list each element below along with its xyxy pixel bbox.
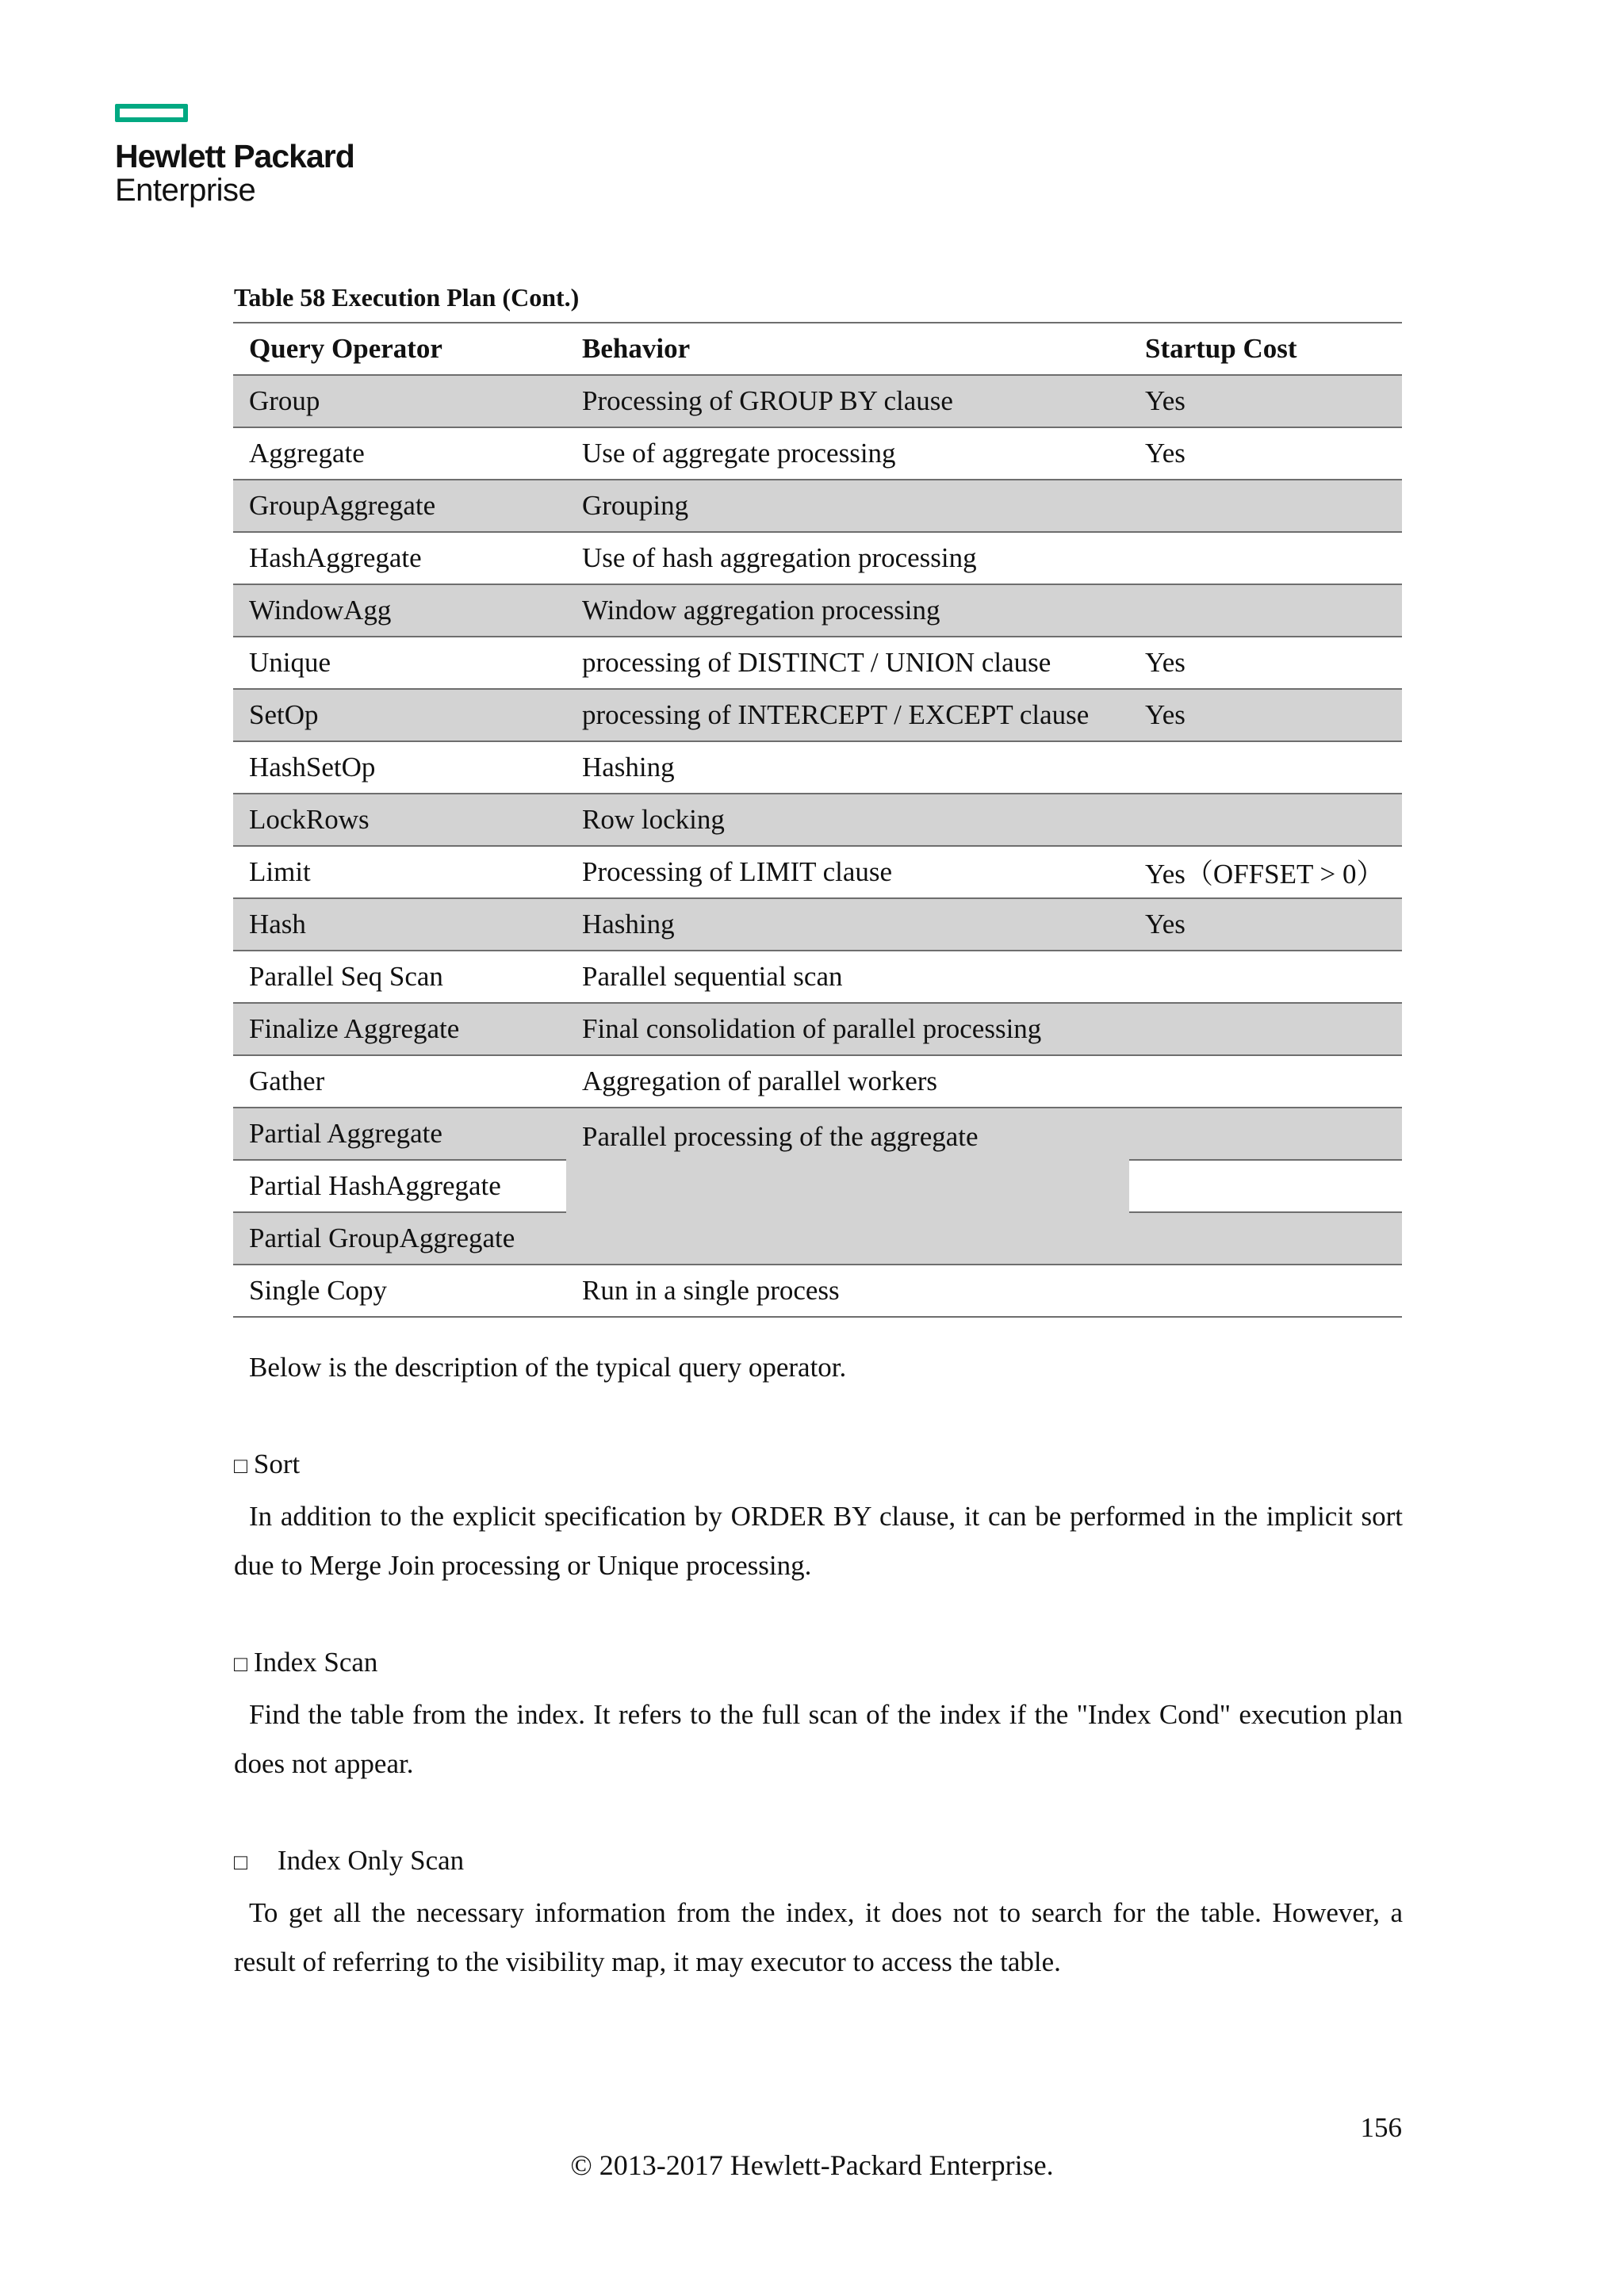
cell-behavior: Hashing bbox=[566, 741, 1129, 794]
table-row bbox=[233, 741, 1402, 794]
table-row bbox=[233, 584, 1402, 637]
header-behavior: Behavior bbox=[566, 323, 1129, 375]
table-row bbox=[233, 427, 1402, 480]
cell-operator: Finalize Aggregate bbox=[233, 1003, 566, 1055]
execution-plan-table bbox=[233, 322, 1402, 1318]
cell-startup-cost: Yes bbox=[1129, 427, 1402, 480]
table-row bbox=[233, 1265, 1402, 1317]
cell-startup-cost: Yes bbox=[1129, 898, 1402, 951]
cell-operator: Parallel Seq Scan bbox=[233, 951, 566, 1003]
cell-operator: Aggregate bbox=[233, 427, 566, 480]
table-row bbox=[233, 375, 1402, 427]
hpe-logo bbox=[115, 104, 385, 208]
cell-startup-cost bbox=[1129, 1212, 1402, 1265]
checkbox-bullet-icon: □ bbox=[234, 1454, 247, 1479]
section-heading-index-only-scan bbox=[234, 1844, 464, 1880]
cell-operator: Hash bbox=[233, 898, 566, 951]
cell-behavior: Grouping bbox=[566, 480, 1129, 532]
section-heading-sort bbox=[234, 1448, 300, 1483]
checkbox-bullet-icon: □ bbox=[234, 1850, 247, 1875]
cell-behavior: Run in a single process bbox=[566, 1265, 1129, 1317]
cell-startup-cost: Yes bbox=[1129, 637, 1402, 689]
cell-behavior: Use of aggregate processing bbox=[566, 427, 1129, 480]
cell-behavior: Hashing bbox=[566, 898, 1129, 951]
cell-behavior: Parallel sequential scan bbox=[566, 951, 1129, 1003]
cell-startup-cost bbox=[1129, 480, 1402, 532]
cell-operator: Partial HashAggregate bbox=[233, 1160, 566, 1212]
cell-operator: Gather bbox=[233, 1055, 566, 1108]
cell-startup-cost: Yes bbox=[1129, 689, 1402, 741]
section-title: Index Scan bbox=[253, 1647, 378, 1678]
cell-startup-cost bbox=[1129, 1265, 1402, 1317]
cell-startup-cost bbox=[1129, 741, 1402, 794]
table-row bbox=[233, 1003, 1402, 1055]
cell-behavior-merged: Parallel processing of the aggregate bbox=[566, 1108, 1129, 1265]
cell-operator: LockRows bbox=[233, 794, 566, 846]
cell-behavior: Processing of GROUP BY clause bbox=[566, 375, 1129, 427]
section-body-index-only-scan: To get all the necessary information from the index, it does not to search for the table. However, a result of referring to the visibility map, it may executor to access the table. bbox=[234, 1897, 1403, 1977]
cell-startup-cost bbox=[1129, 532, 1402, 584]
cell-startup-cost bbox=[1129, 1003, 1402, 1055]
cell-startup-cost: Yes bbox=[1129, 375, 1402, 427]
logo-mark bbox=[115, 104, 188, 122]
execution-plan-table-wrapper bbox=[233, 322, 1402, 1318]
cell-behavior: processing of INTERCEPT / EXCEPT clause bbox=[566, 689, 1129, 741]
section-heading-index-scan bbox=[234, 1646, 377, 1682]
cell-behavior: processing of DISTINCT / UNION clause bbox=[566, 637, 1129, 689]
cell-behavior: Use of hash aggregation processing bbox=[566, 532, 1129, 584]
table-row bbox=[233, 1055, 1402, 1108]
cell-startup-cost bbox=[1129, 1160, 1402, 1212]
cell-operator: Partial Aggregate bbox=[233, 1108, 566, 1160]
cell-operator: Single Copy bbox=[233, 1265, 566, 1317]
cell-behavior: Processing of LIMIT clause bbox=[566, 846, 1129, 898]
cell-behavior: Final consolidation of parallel processing bbox=[566, 1003, 1129, 1055]
table-row bbox=[233, 637, 1402, 689]
logo-wordmark-line1: Hewlett Packard bbox=[115, 138, 354, 174]
table-header-row bbox=[233, 323, 1402, 375]
cell-startup-cost bbox=[1129, 1055, 1402, 1108]
cell-behavior: Window aggregation processing bbox=[566, 584, 1129, 637]
section-body-sort: In addition to the explicit specification by ORDER BY clause, it can be performed in the implicit sort due to Merge Join processing or Unique processing. bbox=[234, 1501, 1403, 1581]
section-title: Index Only Scan bbox=[277, 1845, 465, 1876]
section-body-index-scan: Find the table from the index. It refers to the full scan of the index if the "Index Cond" execution plan does not appear. bbox=[234, 1699, 1403, 1779]
table-row bbox=[233, 480, 1402, 532]
cell-operator: Partial GroupAggregate bbox=[233, 1212, 566, 1265]
header-startup-cost: Startup Cost bbox=[1129, 323, 1402, 375]
header-query-operator: Query Operator bbox=[233, 323, 566, 375]
table-row bbox=[233, 898, 1402, 951]
copyright-notice: © 2013-2017 Hewlett-Packard Enterprise. bbox=[570, 2149, 1054, 2181]
cell-startup-cost bbox=[1129, 584, 1402, 637]
table-caption: Table 58 Execution Plan (Cont.) bbox=[234, 283, 580, 312]
table-row bbox=[233, 1108, 1402, 1160]
cell-startup-cost: Yes（OFFSET > 0） bbox=[1129, 846, 1402, 898]
page-number: 156 bbox=[1360, 2112, 1402, 2143]
cell-startup-cost bbox=[1129, 951, 1402, 1003]
cell-operator: Group bbox=[233, 375, 566, 427]
cell-operator: GroupAggregate bbox=[233, 480, 566, 532]
table-row bbox=[233, 951, 1402, 1003]
cell-startup-cost bbox=[1129, 794, 1402, 846]
table-row bbox=[233, 689, 1402, 741]
cell-operator: Limit bbox=[233, 846, 566, 898]
cell-operator: HashAggregate bbox=[233, 532, 566, 584]
cell-behavior: Aggregation of parallel workers bbox=[566, 1055, 1129, 1108]
cell-operator: WindowAgg bbox=[233, 584, 566, 637]
section-title: Sort bbox=[253, 1448, 301, 1479]
cell-behavior: Row locking bbox=[566, 794, 1129, 846]
cell-startup-cost bbox=[1129, 1108, 1402, 1160]
logo-wordmark-line2: Enterprise bbox=[115, 173, 256, 208]
checkbox-bullet-icon: □ bbox=[234, 1652, 247, 1677]
intro-paragraph: Below is the description of the typical query operator. bbox=[249, 1352, 847, 1383]
cell-operator: HashSetOp bbox=[233, 741, 566, 794]
cell-operator: SetOp bbox=[233, 689, 566, 741]
table-row bbox=[233, 532, 1402, 584]
table-row bbox=[233, 846, 1402, 898]
table-row bbox=[233, 794, 1402, 846]
cell-operator: Unique bbox=[233, 637, 566, 689]
